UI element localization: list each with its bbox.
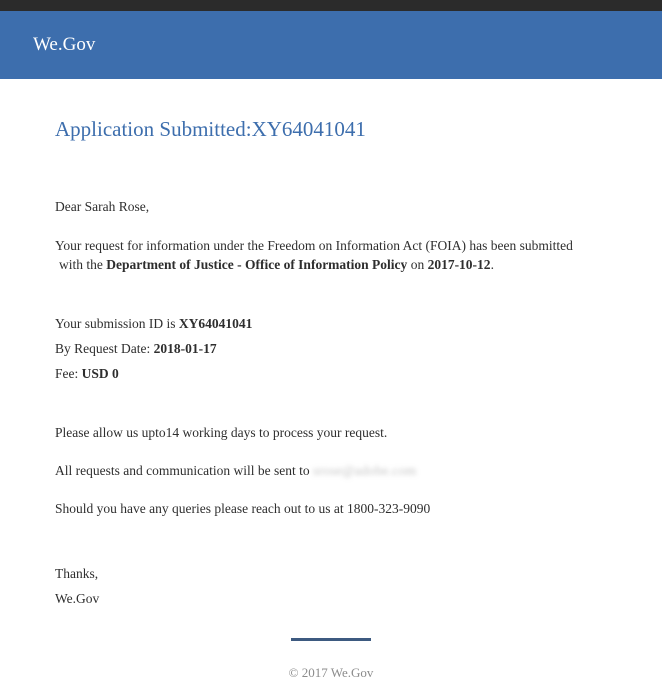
page-title: Application Submitted:XY64041041 xyxy=(55,117,366,141)
submission-id-value: XY64041041 xyxy=(178,316,253,331)
request-date-label: By Request Date: xyxy=(55,341,154,356)
request-line-2-prefix: with the xyxy=(59,257,107,272)
request-line-1: Your request for information under the Freedom on Information Act (FOIA) has been submitted xyxy=(55,238,573,253)
processing-note: Please allow us upto14 working days to process your request. xyxy=(55,425,388,440)
agency-name: Department of Justice - Office of Information Policy xyxy=(106,257,408,272)
top-dark-bar xyxy=(0,0,662,11)
submission-id-row xyxy=(55,314,607,333)
submission-date: 2017-10-12 xyxy=(427,257,491,272)
fee-value: USD 0 xyxy=(81,366,119,381)
signoff-name: We.Gov xyxy=(55,591,100,606)
footer-copyright: © 2017 We.Gov xyxy=(288,665,374,680)
salutation: Dear Sarah Rose, xyxy=(55,199,150,214)
footer-divider xyxy=(291,638,371,641)
request-line-2-suffix: . xyxy=(490,257,494,272)
redacted-email: srose@adobe.com xyxy=(312,463,417,478)
page-header xyxy=(0,11,662,79)
request-paragraph xyxy=(55,236,607,274)
fee-label: Fee: xyxy=(55,366,82,381)
request-date-row xyxy=(55,339,607,358)
signoff-block xyxy=(55,564,607,608)
email-content xyxy=(0,117,662,681)
submission-details xyxy=(55,314,607,383)
communication-note xyxy=(55,461,607,480)
request-line-2-mid: on xyxy=(407,257,428,272)
submission-id-label: Your submission ID is xyxy=(55,316,179,331)
fee-row xyxy=(55,364,607,383)
notes-block xyxy=(55,423,607,518)
brand-logo: We.Gov xyxy=(33,34,96,55)
request-line-2 xyxy=(55,255,607,274)
communication-note-text: All requests and communication will be sent to xyxy=(55,463,313,478)
signoff-thanks: Thanks, xyxy=(55,566,99,581)
request-date-value: 2018-01-17 xyxy=(153,341,217,356)
queries-note: Should you have any queries please reach out to us at 1800-323-9090 xyxy=(55,501,431,516)
